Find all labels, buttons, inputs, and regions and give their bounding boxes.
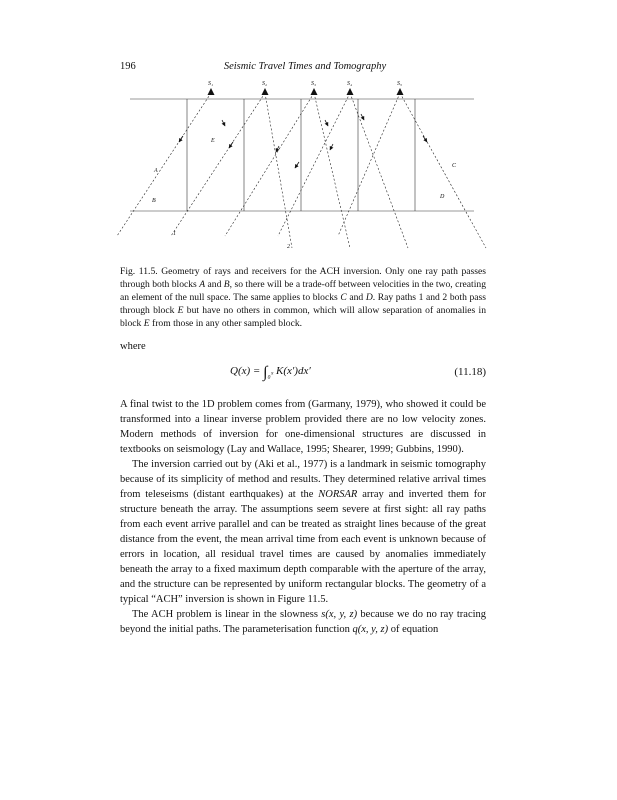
block-label-a: A <box>154 168 158 174</box>
parameterisation-math: q(x, y, z) <box>352 624 389 635</box>
source-label-3: S₃ <box>311 81 317 87</box>
caption-math-e: E <box>177 305 184 316</box>
block-label-d: D <box>440 194 445 200</box>
figure-caption: Fig. 11.5. Geometry of rays and receivers for the ACH inversion. Only one ray path passes through both blocks A and B, so there will be a trade-off between velocities in the two, creating an element of the null space. The same applies to blocks C and D. Ray paths 1 and 2 both pass through block E but have no others in common, which will allow separation of anomalies in block E from those in any other sampled block. <box>120 266 486 329</box>
equation-body: $Q(x) = \int_{_0ˣ}$ K(x′)dx′ <box>230 364 311 381</box>
source-label-1: S₁ <box>208 81 214 87</box>
equation-11-18 <box>120 362 486 384</box>
equation-number: (11.18) <box>454 366 486 378</box>
ray-label-1: 1 <box>173 231 176 237</box>
block-grid <box>130 99 474 211</box>
ray-label-2: 2 <box>287 244 290 250</box>
caption-math-b: B <box>223 279 230 290</box>
body-text <box>120 397 486 637</box>
caption-math-a: A <box>199 279 206 290</box>
source-marker <box>397 88 404 95</box>
paragraph: The inversion carried out by (Aki et al., 1977) is a landmark in seismic tomography because of its simplicity of method and results. They determined relative arrival times from teleseisms (distant earthquakes) at the NORSAR array and inverted them for structure beneath the array. The assumptions seem severe at first sight: all ray paths from each event arrive parallel and can be treated as straight lines because of the great distance from the event, the mean arrival time from each event is unknown because of errors in location, all residual travel times are caused by anomalies immediately beneath the array to a fixed maximum depth comparable with the aperture of the array, and the structure can be represented by uniform rectangular blocks. The geometry of a typical “ACH” inversion is shown in Figure 11.5. <box>120 459 486 605</box>
page-number: 196 <box>120 61 136 72</box>
source-marker <box>262 88 269 95</box>
source-label-5: S₅ <box>397 81 403 87</box>
running-title: Seismic Travel Times and Tomography <box>223 61 387 72</box>
where-text: where <box>120 341 146 352</box>
source-marker <box>311 88 318 95</box>
slowness-math: s(x, y, z) <box>321 609 358 620</box>
figure-11-5 <box>110 76 490 256</box>
ray-arrows <box>179 114 427 168</box>
caption-math-d: D <box>365 292 373 303</box>
caption-math-c: C <box>340 292 347 303</box>
paragraph: A final twist to the 1D problem comes from (Garmany, 1979), who showed it could be transformed into a linear inverse problem provided there are no low velocity zones. Modern methods of inversion for one-dimensional structures are discussed in textbooks on seismology (Lay and Wallace, 1995; Shearer, 1999; Gubbins, 1990). <box>120 399 486 455</box>
ray-geometry-diagram <box>110 76 490 256</box>
source-label-2: S₂ <box>262 81 268 87</box>
page-header <box>120 61 490 75</box>
caption-math-e: E <box>143 318 150 329</box>
ray-paths <box>117 93 486 248</box>
paragraph: The ACH problem is linear in the slowness s(x, y, z) because we do no ray tracing beyond the initial paths. The parameterisation function q(x, y, z) of equation <box>120 609 487 635</box>
source-marker <box>208 88 215 95</box>
norsar-text: NORSAR <box>318 489 358 500</box>
source-label-4: S₄ <box>347 81 353 87</box>
block-label-c: C <box>452 163 457 169</box>
sources <box>208 88 404 95</box>
block-label-b: B <box>152 198 156 204</box>
source-marker <box>347 88 354 95</box>
block-label-e: E <box>211 138 215 144</box>
